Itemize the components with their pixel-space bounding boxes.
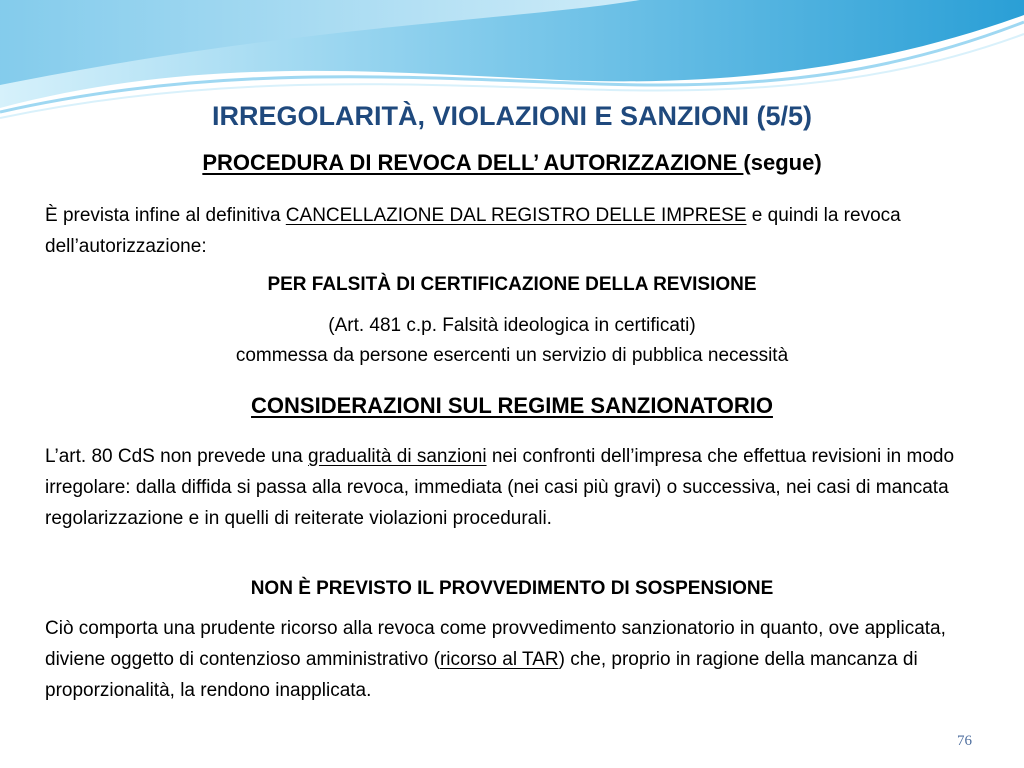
subtitle-rest: (segue) bbox=[743, 150, 822, 175]
subtitle-underlined: PROCEDURA DI REVOCA DELL’ AUTORIZZAZIONE bbox=[202, 150, 744, 175]
note-line-1: (Art. 481 c.p. Falsità ideologica in certificati) bbox=[328, 315, 696, 336]
heading-considerazioni-text: CONSIDERAZIONI SUL REGIME SANZIONATORIO bbox=[251, 393, 773, 418]
slide-title: IRREGOLARITÀ, VIOLAZIONI E SANZIONI (5/5) bbox=[211, 101, 813, 131]
heading-sospensione: NON È PREVISTO IL PROVVEDIMENTO DI SOSPENSIONE bbox=[250, 578, 774, 599]
para1-underlined: CANCELLAZIONE DAL REGISTRO DELLE IMPRESE bbox=[285, 205, 747, 226]
page-number: 76 bbox=[957, 733, 972, 749]
paragraph-art80 bbox=[45, 441, 970, 534]
para3-before: Ciò comporta una prudente ricorso alla revoca come provvedimento sanzionatorio in quanto, ove applicata, diviene oggetto di contenzioso amministrativo ( bbox=[45, 618, 946, 670]
para2-underlined: gradualità di sanzioni bbox=[308, 446, 487, 467]
para1-after: e quindi la revoca dell’autorizzazione: bbox=[45, 205, 901, 257]
para3-underlined: ricorso al TAR bbox=[439, 649, 559, 670]
heading-considerazioni bbox=[0, 390, 1024, 421]
para2-after: nei confronti dell’impresa che effettua revisioni in modo irregolare: dalla diffida si passa alla revoca, immediata (nei casi più gravi) o successiva, nei casi di mancata regolarizzazione e in quelli di reiterate violazioni procedurali. bbox=[45, 446, 955, 529]
para1-before: È prevista infine al definitiva bbox=[45, 205, 286, 226]
paragraph-revoca bbox=[45, 613, 970, 706]
heading-falsita: PER FALSITÀ DI CERTIFICAZIONE DELLA REVISIONE bbox=[267, 274, 757, 295]
para3-after: ) che, proprio in ragione della mancanza di proporzionalità, la rendono inapplicata. bbox=[45, 649, 918, 701]
paragraph-cancellazione bbox=[45, 200, 970, 262]
note-line-2: commessa da persone esercenti un servizio di pubblica necessità bbox=[235, 345, 789, 366]
slide-subtitle bbox=[0, 147, 1024, 179]
para2-before: L’art. 80 CdS non prevede una bbox=[45, 446, 309, 467]
